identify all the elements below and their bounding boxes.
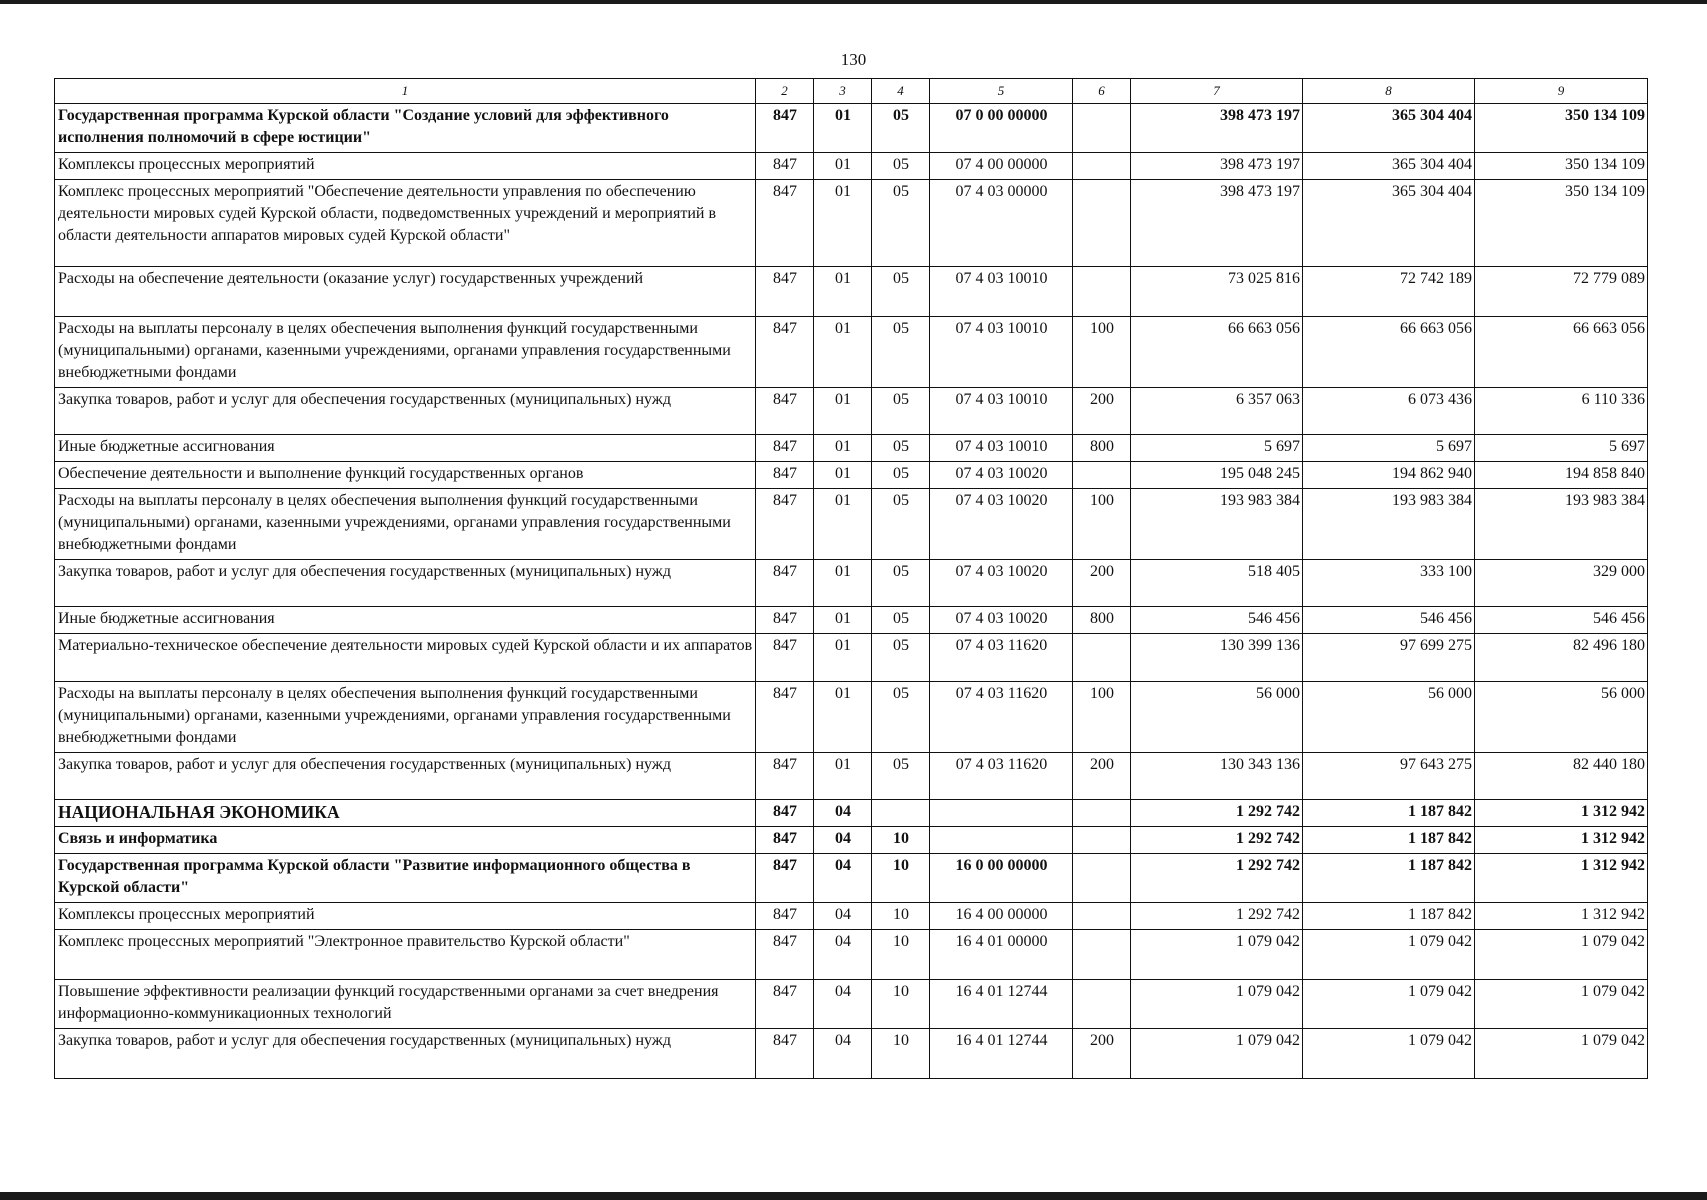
cell-amount-col7: 73 025 816	[1131, 267, 1303, 317]
cell-subsection: 05	[872, 388, 930, 435]
column-number-header: 7	[1131, 79, 1303, 104]
cell-amount-col9: 82 440 180	[1475, 753, 1648, 800]
column-number-header: 8	[1303, 79, 1475, 104]
cell-name: Расходы на выплаты персоналу в целях обеспечения выполнения функций государственными (муниципальными) органами, казенными учреждениями, органами управления государственными внебюджетными фондами	[55, 317, 756, 388]
table-row	[55, 560, 1648, 607]
cell-section: 01	[814, 753, 872, 800]
cell-subsection: 05	[872, 560, 930, 607]
cell-expense-type	[1073, 854, 1131, 903]
cell-amount-col7: 1 079 042	[1131, 1029, 1303, 1079]
table-row	[55, 903, 1648, 930]
cell-amount-col9: 1 312 942	[1475, 903, 1648, 930]
cell-section: 04	[814, 1029, 872, 1079]
table-row	[55, 462, 1648, 489]
cell-ministry-code: 847	[756, 104, 814, 153]
cell-ministry-code: 847	[756, 930, 814, 980]
cell-amount-col9: 194 858 840	[1475, 462, 1648, 489]
cell-name: Закупка товаров, работ и услуг для обеспечения государственных (муниципальных) нужд	[55, 753, 756, 800]
cell-target-item: 07 4 03 10020	[930, 489, 1073, 560]
cell-amount-col9: 350 134 109	[1475, 180, 1648, 267]
table-row	[55, 153, 1648, 180]
cell-amount-col7: 6 357 063	[1131, 388, 1303, 435]
cell-target-item: 16 0 00 00000	[930, 854, 1073, 903]
cell-subsection: 05	[872, 317, 930, 388]
cell-target-item: 07 4 03 10010	[930, 388, 1073, 435]
cell-amount-col8: 333 100	[1303, 560, 1475, 607]
cell-amount-col9: 1 079 042	[1475, 980, 1648, 1029]
cell-name: Комплекс процессных мероприятий "Электронное правительство Курской области"	[55, 930, 756, 980]
cell-expense-type: 100	[1073, 317, 1131, 388]
cell-subsection: 10	[872, 980, 930, 1029]
cell-subsection: 10	[872, 827, 930, 854]
cell-expense-type	[1073, 980, 1131, 1029]
cell-name: Иные бюджетные ассигнования	[55, 435, 756, 462]
cell-amount-col8: 5 697	[1303, 435, 1475, 462]
cell-amount-col7: 1 079 042	[1131, 930, 1303, 980]
cell-target-item: 07 4 03 10010	[930, 435, 1073, 462]
cell-target-item: 07 4 03 10020	[930, 607, 1073, 634]
cell-name: Государственная программа Курской области "Создание условий для эффективного исполнения полномочий в сфере юстиции"	[55, 104, 756, 153]
cell-section: 01	[814, 153, 872, 180]
cell-amount-col7: 130 399 136	[1131, 634, 1303, 682]
cell-ministry-code: 847	[756, 1029, 814, 1079]
cell-section: 04	[814, 930, 872, 980]
cell-amount-col7: 398 473 197	[1131, 104, 1303, 153]
cell-amount-col9: 1 312 942	[1475, 800, 1648, 827]
cell-amount-col9: 546 456	[1475, 607, 1648, 634]
cell-target-item: 07 0 00 00000	[930, 104, 1073, 153]
table-row	[55, 827, 1648, 854]
cell-ministry-code: 847	[756, 180, 814, 267]
table-row	[55, 388, 1648, 435]
cell-ministry-code: 847	[756, 607, 814, 634]
cell-subsection: 05	[872, 180, 930, 267]
budget-table-body	[55, 79, 1648, 1079]
cell-name: Расходы на обеспечение деятельности (оказание услуг) государственных учреждений	[55, 267, 756, 317]
budget-table	[54, 78, 1648, 1079]
cell-name: Комплексы процессных мероприятий	[55, 153, 756, 180]
cell-subsection: 05	[872, 607, 930, 634]
cell-subsection: 05	[872, 489, 930, 560]
cell-ministry-code: 847	[756, 854, 814, 903]
cell-name: НАЦИОНАЛЬНАЯ ЭКОНОМИКА	[55, 800, 756, 827]
cell-name: Комплексы процессных мероприятий	[55, 903, 756, 930]
column-number-header: 6	[1073, 79, 1131, 104]
cell-amount-col7: 1 292 742	[1131, 800, 1303, 827]
cell-amount-col8: 194 862 940	[1303, 462, 1475, 489]
cell-ministry-code: 847	[756, 267, 814, 317]
cell-amount-col7: 1 292 742	[1131, 827, 1303, 854]
cell-expense-type	[1073, 267, 1131, 317]
cell-expense-type: 200	[1073, 1029, 1131, 1079]
table-row	[55, 1029, 1648, 1079]
cell-name: Расходы на выплаты персоналу в целях обеспечения выполнения функций государственными (муниципальными) органами, казенными учреждениями, органами управления государственными внебюджетными фондами	[55, 489, 756, 560]
table-row	[55, 980, 1648, 1029]
cell-amount-col8: 72 742 189	[1303, 267, 1475, 317]
cell-subsection: 10	[872, 854, 930, 903]
column-number-header: 4	[872, 79, 930, 104]
cell-subsection: 05	[872, 682, 930, 753]
cell-expense-type: 800	[1073, 435, 1131, 462]
cell-name: Иные бюджетные ассигнования	[55, 607, 756, 634]
cell-amount-col8: 365 304 404	[1303, 153, 1475, 180]
cell-amount-col7: 398 473 197	[1131, 153, 1303, 180]
cell-ministry-code: 847	[756, 682, 814, 753]
cell-expense-type	[1073, 153, 1131, 180]
cell-subsection: 10	[872, 903, 930, 930]
cell-amount-col9: 6 110 336	[1475, 388, 1648, 435]
cell-amount-col9: 1 079 042	[1475, 930, 1648, 980]
cell-target-item: 16 4 01 12744	[930, 980, 1073, 1029]
cell-expense-type	[1073, 903, 1131, 930]
cell-expense-type: 100	[1073, 489, 1131, 560]
cell-expense-type	[1073, 104, 1131, 153]
cell-name: Связь и информатика	[55, 827, 756, 854]
cell-section: 01	[814, 267, 872, 317]
column-number-header: 5	[930, 79, 1073, 104]
cell-subsection: 05	[872, 634, 930, 682]
table-row	[55, 753, 1648, 800]
table-row	[55, 682, 1648, 753]
cell-ministry-code: 847	[756, 153, 814, 180]
cell-section: 04	[814, 903, 872, 930]
cell-name: Закупка товаров, работ и услуг для обеспечения государственных (муниципальных) нужд	[55, 560, 756, 607]
cell-ministry-code: 847	[756, 388, 814, 435]
cell-section: 01	[814, 317, 872, 388]
cell-amount-col9: 329 000	[1475, 560, 1648, 607]
cell-amount-col9: 1 079 042	[1475, 1029, 1648, 1079]
cell-name: Закупка товаров, работ и услуг для обеспечения государственных (муниципальных) нужд	[55, 388, 756, 435]
cell-amount-col9: 5 697	[1475, 435, 1648, 462]
cell-target-item: 16 4 00 00000	[930, 903, 1073, 930]
cell-target-item: 07 4 03 11620	[930, 682, 1073, 753]
cell-amount-col7: 130 343 136	[1131, 753, 1303, 800]
cell-amount-col8: 56 000	[1303, 682, 1475, 753]
table-row	[55, 317, 1648, 388]
cell-amount-col9: 66 663 056	[1475, 317, 1648, 388]
cell-expense-type: 200	[1073, 753, 1131, 800]
cell-section: 01	[814, 682, 872, 753]
scan-edge-top	[0, 0, 1707, 4]
cell-ministry-code: 847	[756, 560, 814, 607]
cell-amount-col9: 350 134 109	[1475, 104, 1648, 153]
cell-expense-type: 200	[1073, 560, 1131, 607]
cell-section: 01	[814, 634, 872, 682]
cell-target-item: 07 4 03 10010	[930, 267, 1073, 317]
cell-amount-col8: 365 304 404	[1303, 104, 1475, 153]
column-number-header-row	[55, 79, 1648, 104]
cell-amount-col8: 6 073 436	[1303, 388, 1475, 435]
cell-target-item: 07 4 03 10020	[930, 560, 1073, 607]
cell-expense-type: 800	[1073, 607, 1131, 634]
cell-expense-type: 100	[1073, 682, 1131, 753]
cell-target-item: 07 4 03 11620	[930, 634, 1073, 682]
cell-subsection: 10	[872, 930, 930, 980]
cell-target-item	[930, 800, 1073, 827]
cell-amount-col8: 66 663 056	[1303, 317, 1475, 388]
cell-amount-col8: 1 187 842	[1303, 827, 1475, 854]
cell-ministry-code: 847	[756, 634, 814, 682]
cell-subsection: 05	[872, 104, 930, 153]
cell-amount-col7: 1 292 742	[1131, 854, 1303, 903]
cell-section: 04	[814, 980, 872, 1029]
cell-section: 04	[814, 854, 872, 903]
column-number-header: 1	[55, 79, 756, 104]
table-row	[55, 104, 1648, 153]
cell-subsection: 05	[872, 153, 930, 180]
cell-amount-col9: 350 134 109	[1475, 153, 1648, 180]
cell-amount-col7: 398 473 197	[1131, 180, 1303, 267]
cell-section: 01	[814, 607, 872, 634]
cell-section: 01	[814, 462, 872, 489]
page-number: 130	[840, 50, 867, 69]
cell-subsection: 05	[872, 267, 930, 317]
cell-ministry-code: 847	[756, 980, 814, 1029]
cell-name: Повышение эффективности реализации функций государственными органами за счет внедрения информационно-коммуникационных технологий	[55, 980, 756, 1029]
cell-amount-col7: 66 663 056	[1131, 317, 1303, 388]
cell-ministry-code: 847	[756, 489, 814, 560]
table-row	[55, 634, 1648, 682]
cell-name: Закупка товаров, работ и услуг для обеспечения государственных (муниципальных) нужд	[55, 1029, 756, 1079]
column-number-header: 2	[756, 79, 814, 104]
cell-expense-type	[1073, 827, 1131, 854]
table-row	[55, 930, 1648, 980]
table-row	[55, 180, 1648, 267]
cell-subsection: 05	[872, 462, 930, 489]
cell-target-item: 07 4 03 10020	[930, 462, 1073, 489]
cell-subsection: 10	[872, 1029, 930, 1079]
table-row	[55, 607, 1648, 634]
cell-amount-col7: 546 456	[1131, 607, 1303, 634]
cell-amount-col8: 1 079 042	[1303, 930, 1475, 980]
cell-subsection: 05	[872, 753, 930, 800]
cell-amount-col8: 1 079 042	[1303, 980, 1475, 1029]
cell-section: 01	[814, 489, 872, 560]
cell-section: 01	[814, 435, 872, 462]
cell-amount-col8: 1 187 842	[1303, 903, 1475, 930]
cell-section: 01	[814, 104, 872, 153]
cell-amount-col8: 97 699 275	[1303, 634, 1475, 682]
table-row	[55, 489, 1648, 560]
column-number-header: 3	[814, 79, 872, 104]
cell-subsection: 05	[872, 435, 930, 462]
cell-amount-col7: 195 048 245	[1131, 462, 1303, 489]
cell-amount-col9: 82 496 180	[1475, 634, 1648, 682]
cell-ministry-code: 847	[756, 800, 814, 827]
cell-section: 01	[814, 180, 872, 267]
cell-name: Государственная программа Курской области "Развитие информационного общества в Курской области"	[55, 854, 756, 903]
cell-amount-col9: 72 779 089	[1475, 267, 1648, 317]
cell-amount-col7: 193 983 384	[1131, 489, 1303, 560]
cell-section: 01	[814, 560, 872, 607]
table-row	[55, 435, 1648, 462]
cell-amount-col8: 1 187 842	[1303, 800, 1475, 827]
cell-amount-col7: 56 000	[1131, 682, 1303, 753]
cell-target-item: 16 4 01 00000	[930, 930, 1073, 980]
cell-name: Обеспечение деятельности и выполнение функций государственных органов	[55, 462, 756, 489]
cell-ministry-code: 847	[756, 753, 814, 800]
cell-amount-col7: 1 079 042	[1131, 980, 1303, 1029]
cell-expense-type	[1073, 634, 1131, 682]
cell-amount-col7: 5 697	[1131, 435, 1303, 462]
cell-target-item: 16 4 01 12744	[930, 1029, 1073, 1079]
cell-amount-col8: 1 079 042	[1303, 1029, 1475, 1079]
cell-expense-type	[1073, 462, 1131, 489]
cell-expense-type: 200	[1073, 388, 1131, 435]
cell-ministry-code: 847	[756, 903, 814, 930]
cell-expense-type	[1073, 930, 1131, 980]
cell-ministry-code: 847	[756, 317, 814, 388]
cell-expense-type	[1073, 800, 1131, 827]
cell-amount-col8: 97 643 275	[1303, 753, 1475, 800]
column-number-header: 9	[1475, 79, 1648, 104]
scan-edge-bottom	[0, 1192, 1707, 1200]
table-row	[55, 854, 1648, 903]
cell-section: 04	[814, 827, 872, 854]
cell-section: 04	[814, 800, 872, 827]
cell-name: Материально-техническое обеспечение деятельности мировых судей Курской области и их аппаратов	[55, 634, 756, 682]
cell-amount-col8: 546 456	[1303, 607, 1475, 634]
cell-ministry-code: 847	[756, 435, 814, 462]
table-row	[55, 800, 1648, 827]
cell-section: 01	[814, 388, 872, 435]
cell-ministry-code: 847	[756, 462, 814, 489]
cell-name: Расходы на выплаты персоналу в целях обеспечения выполнения функций государственными (муниципальными) органами, казенными учреждениями, органами управления государственными внебюджетными фондами	[55, 682, 756, 753]
cell-amount-col8: 1 187 842	[1303, 854, 1475, 903]
cell-expense-type	[1073, 180, 1131, 267]
cell-amount-col8: 193 983 384	[1303, 489, 1475, 560]
cell-target-item: 07 4 03 00000	[930, 180, 1073, 267]
cell-amount-col9: 1 312 942	[1475, 827, 1648, 854]
cell-amount-col9: 193 983 384	[1475, 489, 1648, 560]
cell-target-item: 07 4 03 11620	[930, 753, 1073, 800]
cell-amount-col7: 518 405	[1131, 560, 1303, 607]
cell-name: Комплекс процессных мероприятий "Обеспечение деятельности управления по обеспечению деятельности мировых судей Курской области, подведомственных учреждений и мероприятий в области деятельности аппаратов мировых судей Курской области"	[55, 180, 756, 267]
cell-subsection	[872, 800, 930, 827]
cell-ministry-code: 847	[756, 827, 814, 854]
cell-target-item	[930, 827, 1073, 854]
cell-amount-col9: 1 312 942	[1475, 854, 1648, 903]
cell-amount-col9: 56 000	[1475, 682, 1648, 753]
cell-amount-col7: 1 292 742	[1131, 903, 1303, 930]
table-row	[55, 267, 1648, 317]
cell-target-item: 07 4 03 10010	[930, 317, 1073, 388]
cell-target-item: 07 4 00 00000	[930, 153, 1073, 180]
cell-amount-col8: 365 304 404	[1303, 180, 1475, 267]
